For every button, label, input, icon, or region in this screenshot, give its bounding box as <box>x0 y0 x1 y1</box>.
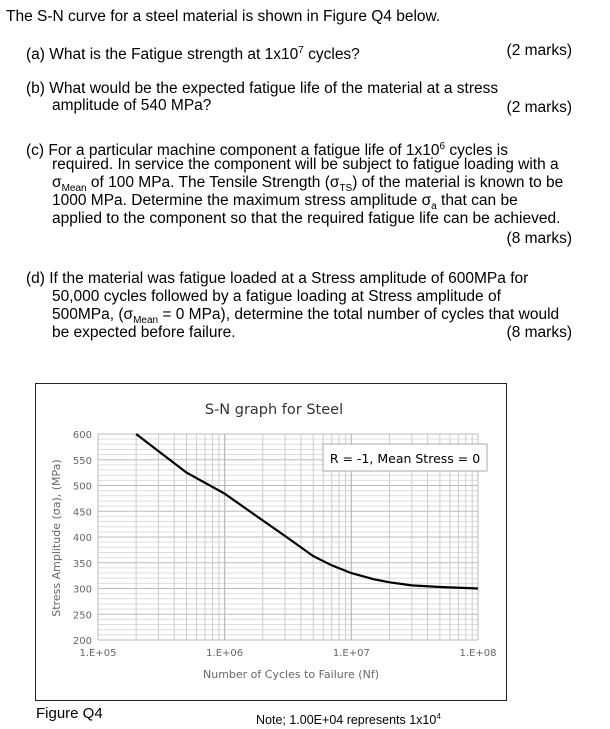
question-a-marks: (2 marks) <box>506 42 572 59</box>
question-c-line5: applied to the component so that the required fatigue life can be achieved. <box>52 210 561 227</box>
y-tick-label: 450 <box>72 507 92 519</box>
y-tick-label: 550 <box>72 455 92 467</box>
figure-label: Figure Q4 <box>36 705 103 722</box>
question-d-line3: 500MPa, ($\sigma_{Mean} = 0$ MPa), determine the total number of cycles that would <box>52 306 560 327</box>
y-tick-label: 400 <box>72 533 92 544</box>
sn-chart <box>36 384 505 699</box>
question-c-line2: required. In service the component will be subject to fatigue loading with a <box>52 156 559 173</box>
question-c-line1: (c) For a particular machine component a fatigue life of $1x10^6$ cycles is <box>26 141 508 160</box>
chart-title: S-N graph for Steel <box>204 402 344 418</box>
question-d-line2: 50,000 cycles followed by a fatigue loading at Stress amplitude of <box>52 288 501 305</box>
y-ticks <box>73 430 92 647</box>
y-axis-label: Stress Amplitude (σa), (MPa) <box>50 459 63 617</box>
question-b-marks: (2 marks) <box>506 99 572 116</box>
question-b-line1: (b) What would be the expected fatigue life of the material at a stress <box>26 80 499 97</box>
y-tick-label: 600 <box>72 430 92 441</box>
question-d-marks: (8 marks) <box>506 324 572 341</box>
y-tick-label: 200 <box>72 636 92 647</box>
question-a: (a) What is the Fatigue strength at $1x10^7$ cycles? <box>26 45 360 64</box>
legend-text: R = -1, Mean Stress = 0 <box>329 451 481 466</box>
chart-frame <box>35 383 507 701</box>
x-tick-label: 1.E+05 <box>79 648 117 659</box>
question-c-marks: (8 marks) <box>506 230 572 247</box>
x-axis-label: Number of Cycles to Failure (Nf) <box>203 668 379 681</box>
x-tick-label: 1.E+06 <box>206 648 244 659</box>
question-b-line2: amplitude of 540 MPa? <box>52 97 212 114</box>
note-text: Note; 1.00E+04 represents $1x10^4$ <box>256 712 441 728</box>
x-ticks <box>80 648 497 659</box>
x-tick-label: 1.E+08 <box>459 648 497 659</box>
question-c-line3: $\sigma_{Mean}$ of 100 MPa. The Tensile Strength $(\sigma_{TS})$ of the material is known to be <box>52 174 564 195</box>
y-tick-label: 250 <box>72 610 92 622</box>
y-tick-label: 300 <box>72 584 92 596</box>
y-tick-label: 500 <box>72 481 92 493</box>
question-d-line4: be expected before failure. <box>52 324 236 341</box>
intro-text: The S-N curve for a steel material is shown in Figure Q4 below. <box>6 8 441 25</box>
question-d-line1: (d) If the material was fatigue loaded at a Stress amplitude of 600MPa for <box>26 270 529 287</box>
y-tick-label: 350 <box>72 558 92 570</box>
question-c-line4: 1000 MPa. Determine the maximum stress amplitude $\sigma_a$ that can be <box>52 192 518 213</box>
x-tick-label: 1.E+07 <box>332 648 370 659</box>
